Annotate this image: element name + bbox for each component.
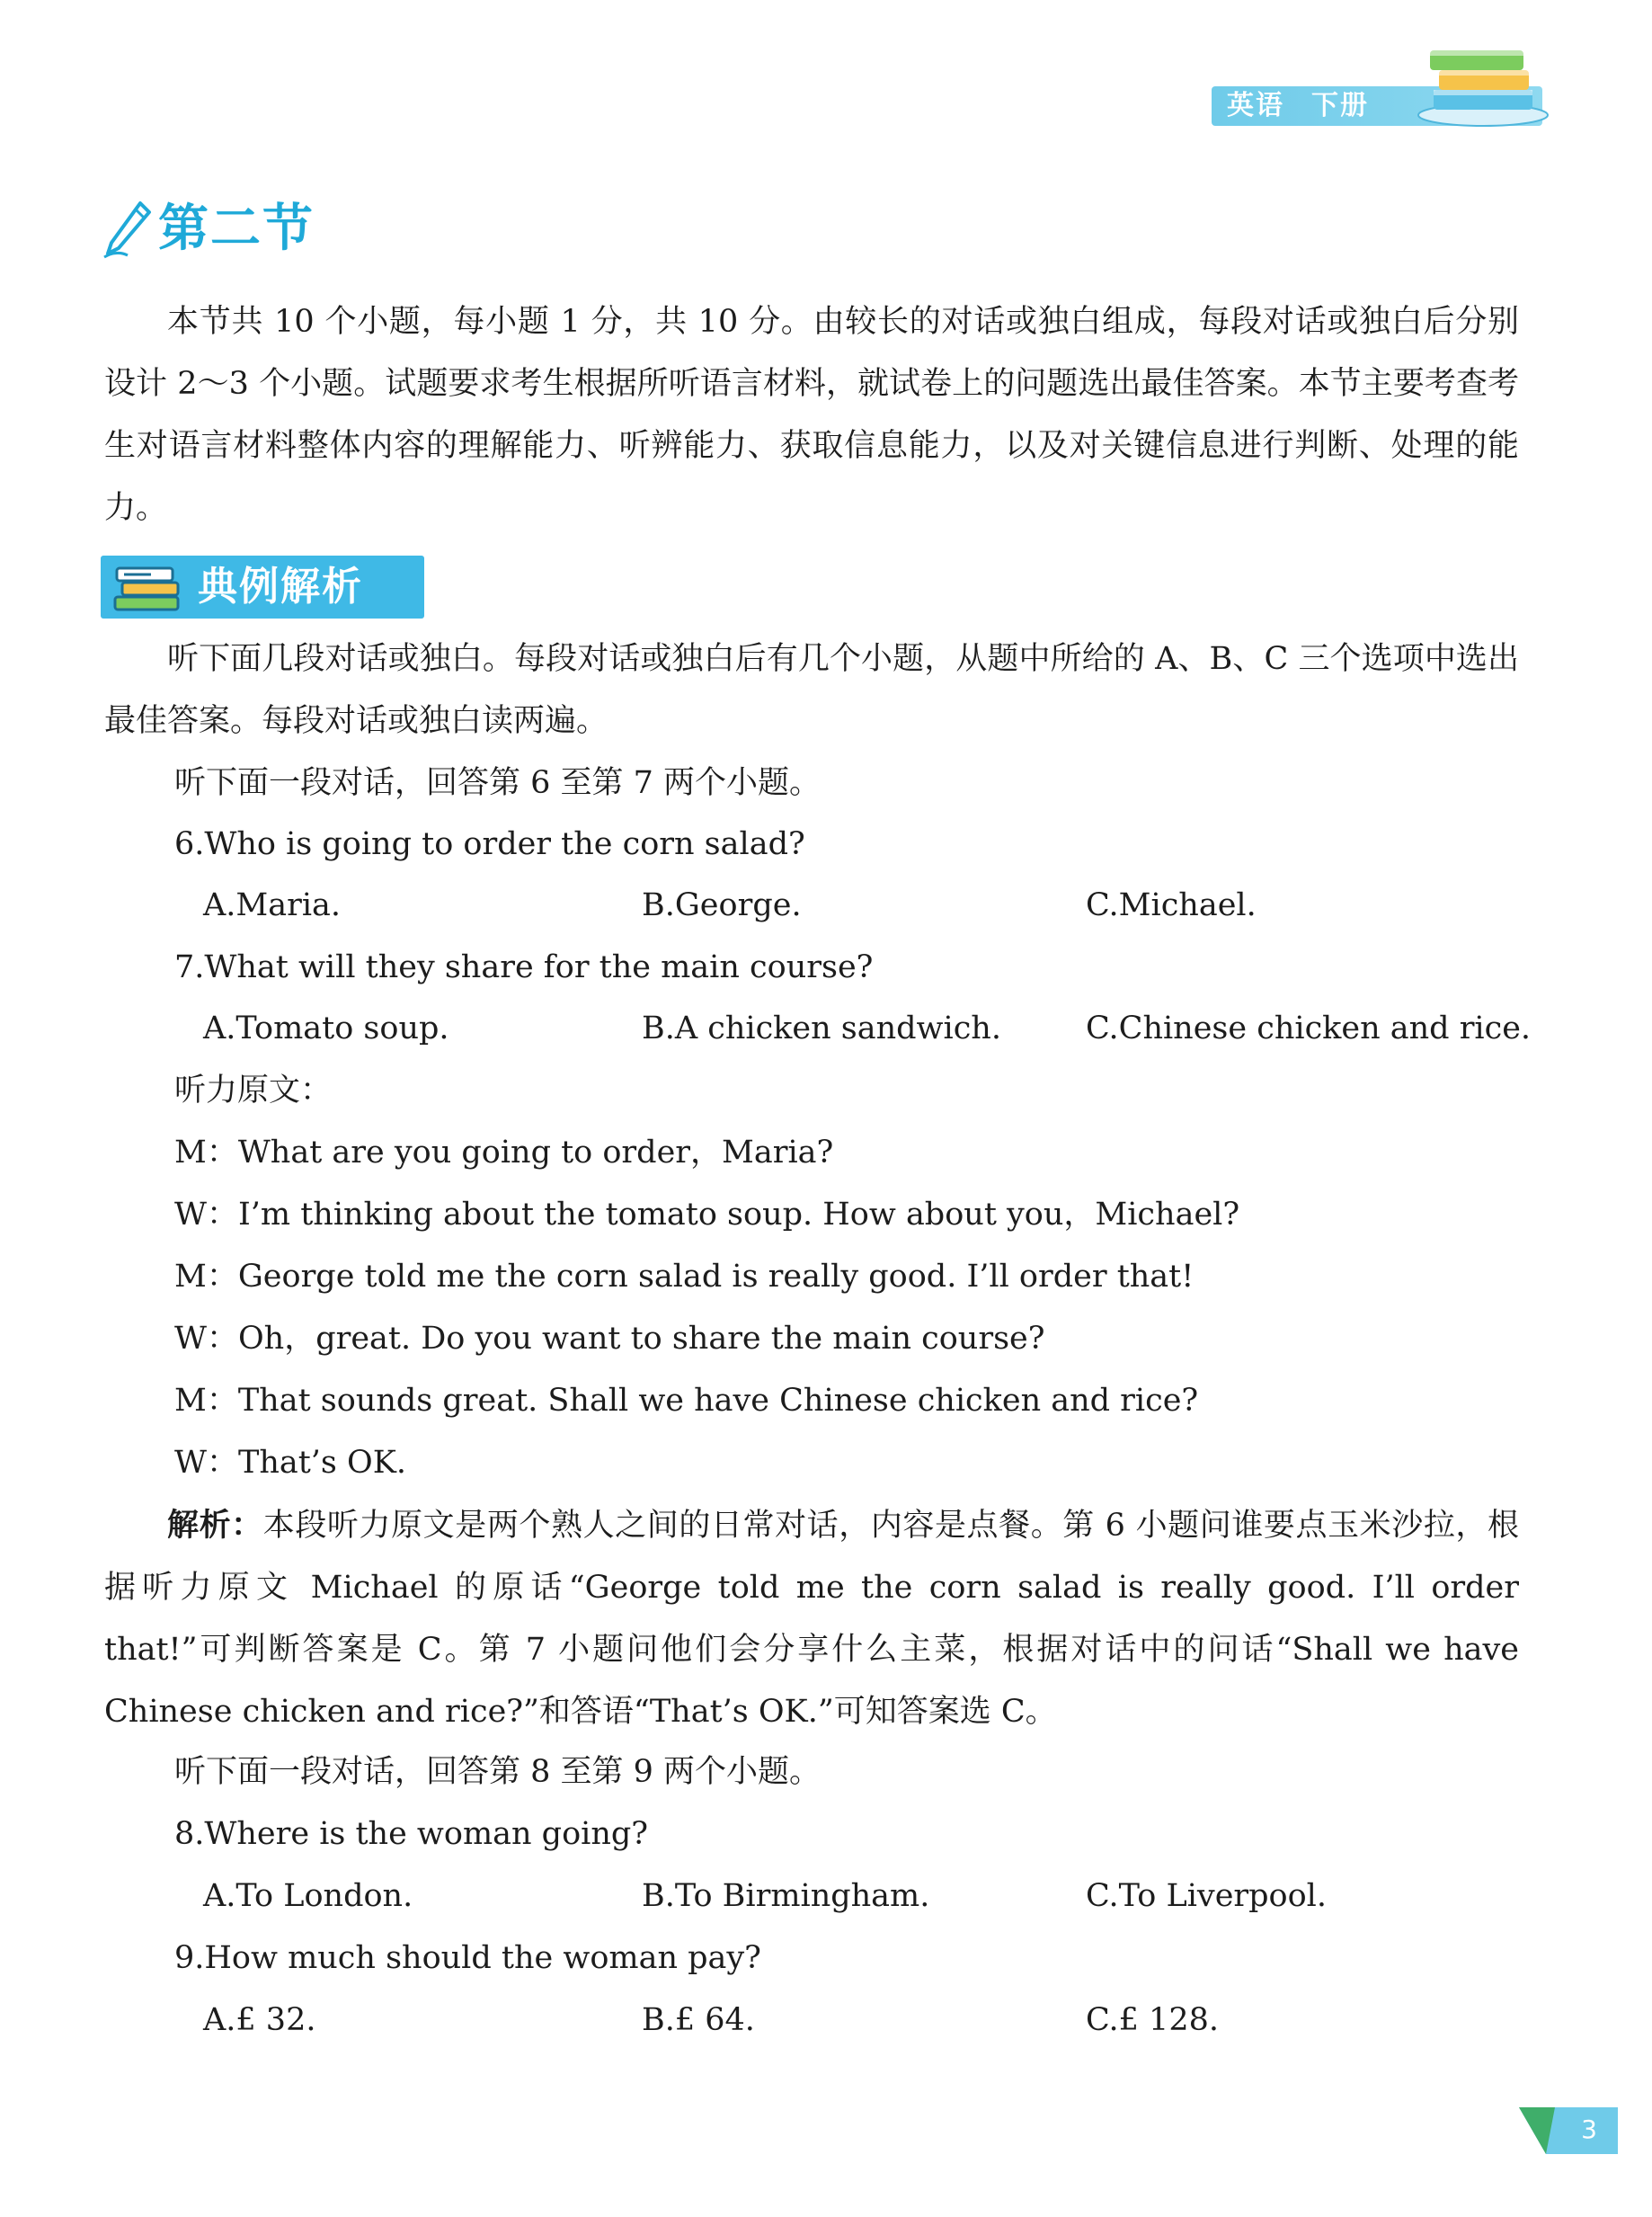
- transcript-line: M：George told me the corn salad is really good. I’ll order that!: [174, 1259, 1195, 1295]
- group1-intro: 听下面一段对话，回答第 6 至第 7 两个小题。: [174, 765, 822, 801]
- transcript-line: W：Oh，great. Do you want to share the main course?: [174, 1321, 1045, 1357]
- question-9-option-b: B.£ 64.: [642, 2002, 755, 2038]
- section-title: 第二节: [158, 200, 315, 258]
- question-7-option-a: A.Tomato soup.: [203, 1011, 449, 1046]
- question-9-stem: 9.How much should the woman pay?: [174, 1940, 761, 1976]
- example-banner-title: 典例解析: [198, 564, 363, 610]
- pen-icon: [101, 198, 155, 261]
- books-icon: [1398, 40, 1550, 129]
- section-intro: 本节共 10 个小题，每小题 1 分，共 10 分。由较长的对话或独白组成，每段对话或独白后分别设计 2～3 个小题。试题要求考生根据所听语言材料，就试卷上的问题选出最佳答案。本节主要考查考生对语言材料整体内容的理解能力、听辨能力、获取信息能力，以及对关键信息进行判断、处理的能力。: [104, 304, 1519, 526]
- example-instruction: 听下面几段对话或独白。每段对话或独白后有几个小题，从题中所给的 A、B、C 三个选项中选出最佳答案。每段对话或独白读两遍。: [104, 641, 1519, 739]
- transcript-line: M：What are you going to order，Maria?: [174, 1135, 834, 1171]
- question-6-stem: 6.Who is going to order the corn salad?: [174, 826, 805, 862]
- question-7-stem: 7.What will they share for the main course?: [174, 949, 874, 985]
- question-8-stem: 8.Where is the woman going?: [174, 1816, 649, 1852]
- transcript-label: 听力原文：: [174, 1073, 333, 1108]
- question-8-option-b: B.To Birmingham.: [642, 1878, 930, 1914]
- question-7-option-b: B.A chicken sandwich.: [642, 1011, 1001, 1046]
- question-6-option-c: C.Michael.: [1086, 887, 1257, 923]
- book-stack-icon: [111, 563, 187, 613]
- analysis-paragraph: [104, 1494, 1519, 1743]
- transcript-line: M：That sounds great. Shall we have Chinese chicken and rice?: [174, 1383, 1199, 1419]
- page-number: 3: [1581, 2115, 1597, 2144]
- analysis-label: 解析：: [167, 1507, 263, 1544]
- question-9-option-a: A.£ 32.: [203, 2002, 316, 2038]
- header-tab-text: [1227, 88, 1396, 124]
- transcript-line: W：That’s OK.: [174, 1445, 406, 1481]
- question-6-option-b: B.George.: [642, 887, 802, 923]
- question-8-option-a: A.To London.: [203, 1878, 413, 1914]
- group2-intro: 听下面一段对话，回答第 8 至第 9 两个小题。: [174, 1754, 822, 1790]
- question-6-option-a: A.Maria.: [203, 887, 342, 923]
- question-9-option-c: C.£ 128.: [1086, 2002, 1219, 2038]
- subject-label: 英语: [1227, 90, 1284, 121]
- analysis-text: 本段听力原文是两个熟人之间的日常对话，内容是点餐。第 6 小题问谁要点玉米沙拉，根据听力原文 Michael 的原话“George told me the corn salad is really good. I’ll order that!”可判断答案是 C。第 7 小题问他们会分享什么主菜，根据对话中的问话“Shall we have Chinese chicken and rice?”和答语“That’s OK.”可知答案选 C。: [104, 1508, 1519, 1730]
- question-7-option-c: C.Chinese chicken and rice.: [1086, 1011, 1532, 1046]
- question-8-option-c: C.To Liverpool.: [1086, 1878, 1328, 1914]
- transcript-line: W：I’m thinking about the tomato soup. How about you，Michael?: [174, 1197, 1240, 1233]
- volume-label: 下册: [1311, 90, 1369, 121]
